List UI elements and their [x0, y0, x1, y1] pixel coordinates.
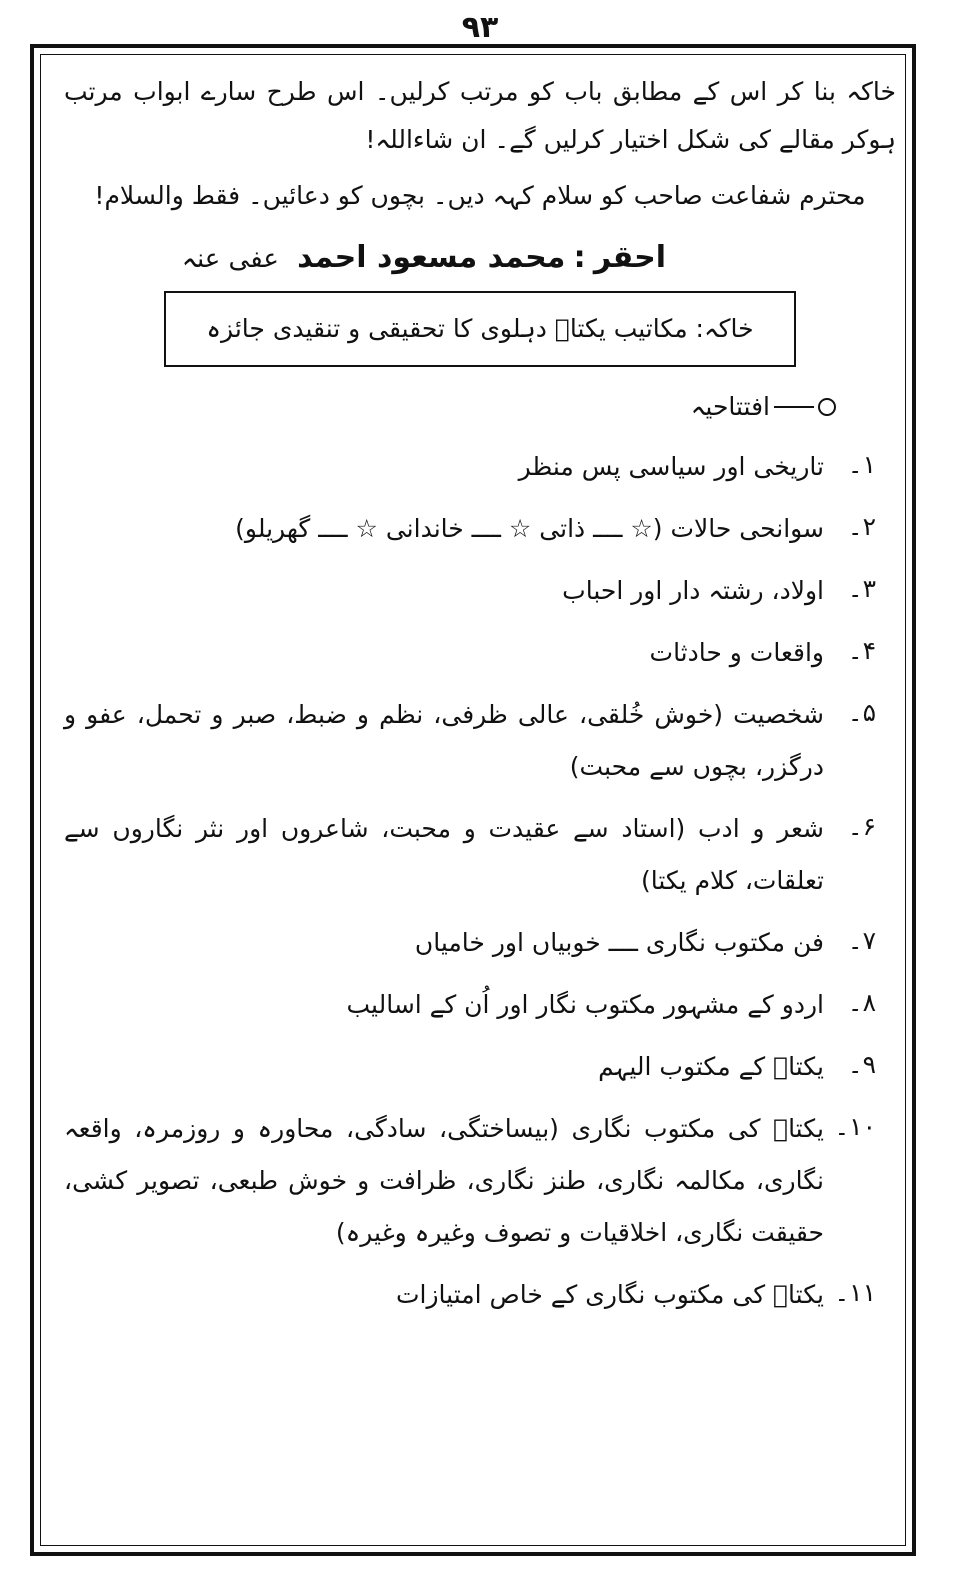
item-number: ۱۰۔ — [834, 1112, 876, 1141]
item-text: سوانحی حالات (☆ ــــ ذاتی ☆ ــــ خاندانی ☆ ــــ گھریلو) — [235, 514, 824, 543]
list-item — [64, 803, 896, 907]
item-number: ۲۔ — [847, 512, 876, 541]
list-item — [64, 917, 896, 969]
list-item — [64, 627, 896, 679]
outline-list — [64, 441, 896, 1321]
item-number: ۱۱۔ — [834, 1278, 876, 1307]
item-text: تاریخی اور سیاسی پس منظر — [518, 452, 824, 481]
item-text: اولاد، رشتہ دار اور احباب — [562, 576, 824, 605]
circle-bullet-icon — [818, 398, 836, 416]
list-item — [64, 1041, 896, 1093]
outline-title-box: خاکہ: مکاتیب یکتاؔ دہلوی کا تحقیقی و تنقیدی جائزہ — [164, 291, 795, 367]
item-text: شعر و ادب (استاد سے عقیدت و محبت، شاعروں اور نثر نگاروں سے تعلقات، کلام یکتا) — [64, 814, 824, 895]
list-item — [64, 1269, 896, 1321]
signature-name: محمد مسعود احمد — [297, 240, 566, 275]
item-text: فن مکتوب نگاری ــــ خوبیاں اور خامیاں — [414, 928, 824, 957]
list-item — [64, 1103, 896, 1259]
intro-heading — [64, 383, 896, 431]
item-number: ۴۔ — [847, 636, 876, 665]
item-text: یکتاؔ کے مکتوب الیہم — [598, 1052, 824, 1081]
outline-title-wrap — [64, 291, 896, 367]
list-item — [64, 979, 896, 1031]
item-text: اردو کے مشہور مکتوب نگار اور اُن کے اسالیب — [346, 990, 824, 1019]
dash-separator — [774, 406, 814, 408]
signature-suffix: عفی عنہ — [181, 244, 279, 274]
list-item — [64, 503, 896, 555]
item-text: شخصیت (خوش خُلقی، عالی ظرفی، نظم و ضبط، صبر و تحمل، عفو و درگزر، بچوں سے محبت) — [64, 700, 824, 781]
item-number: ۱۔ — [847, 450, 876, 479]
item-number: ۵۔ — [847, 698, 876, 727]
signature-colon: : — [573, 240, 586, 275]
signature-label: احقر — [593, 240, 666, 275]
item-number: ۸۔ — [847, 988, 876, 1017]
item-text: واقعات و حادثات — [649, 638, 824, 667]
item-number: ۳۔ — [847, 574, 876, 603]
item-text: یکتاؔ کی مکتوب نگاری (بیساختگی، سادگی، محاورہ و روزمرہ، واقعہ نگاری، مکالمہ نگاری، طنز نگاری، ظرافت و خوش طبعی، تصویر کشی، حقیقت نگاری، اخلاقیات و تصوف وغیرہ وغیرہ) — [64, 1114, 824, 1247]
page-number: ۹۳ — [461, 10, 499, 45]
intro-label: افتتاحیہ — [690, 392, 770, 421]
item-number: ۹۔ — [847, 1050, 876, 1079]
item-number: ۷۔ — [847, 926, 876, 955]
greeting-line: محترم شفاعت صاحب کو سلام کہہ دیں۔ بچوں کو دعائیں۔ فقط والسلام! — [94, 181, 866, 210]
letter-content — [64, 68, 896, 1321]
list-item — [64, 565, 896, 617]
item-number: ۶۔ — [847, 812, 876, 841]
list-item — [64, 689, 896, 793]
list-item — [64, 441, 896, 493]
signature — [64, 234, 896, 283]
closing-paragraph: خاکہ بنا کر اس کے مطابق باب کو مرتب کرلیں۔ اس طرح سارے ابواب مرتب ہوکر مقالے کی شکل اختیار کرلیں گے۔ ان شاءاللہ! — [64, 77, 896, 154]
item-text: یکتاؔ کی مکتوب نگاری کے خاص امتیازات — [395, 1280, 824, 1309]
